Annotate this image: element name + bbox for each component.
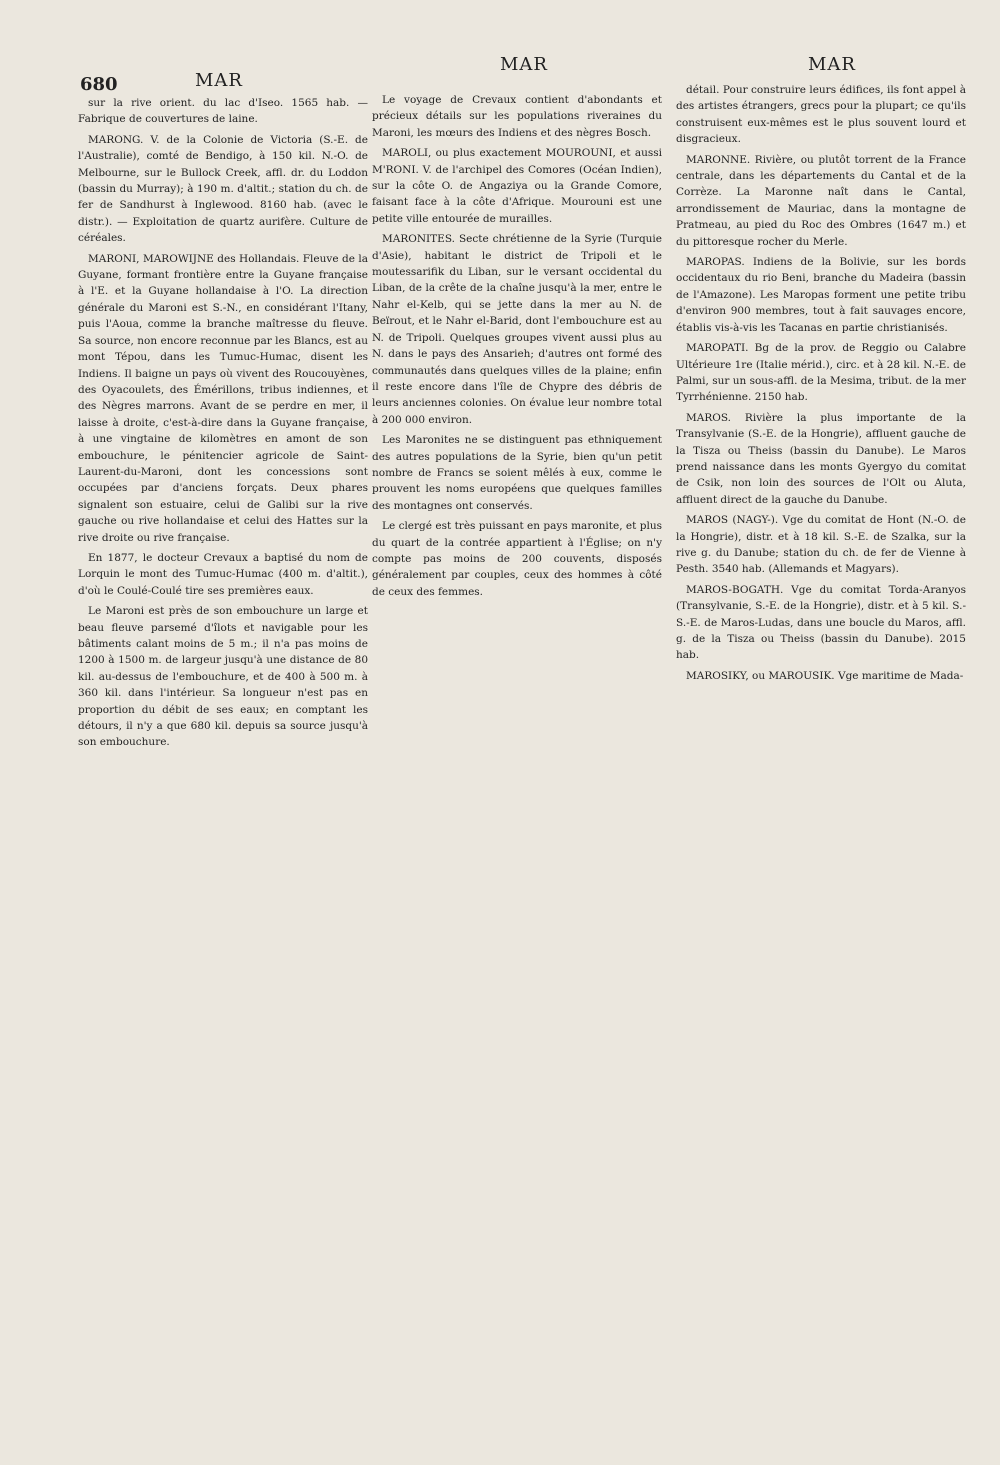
entry-paragraph: MARONI, MAROWIJNE des Hollandais. Fleuve de la Guyane, formant frontière entre la Guyane française à l'E. et la Guyane hollandaise à l'O. La direction générale du Maroni est S.-N., en considérant l'Itany, puis l'Aoua, comme la branche maîtresse du fleuve. Sa source, non encore reconnue par les Blancs, est au mont Tépou, dans les Tumuc-Humac, disent les Indiens. Il baigne un pays où vivent des Roucouyènes, des Oyacoulets, des Émérillons, tribus indiennes, et des Nègres marrons. Avant de se perdre en mer, il laisse à droite, c'est-à-dire dans la Guyane française, à une vingtaine de kilomètres en amont de son embouchure, le pénitencier agricole de Saint-Laurent-du-Maroni, dont les concessions sont occupées par d'anciens forçats. Deux phares signalent son estuaire, celui de Galibi sur la rive gauche ou rive hollandaise et celui des Hattes sur la rive droite ou rive française. [78, 252, 368, 544]
page-number: 680 [80, 74, 118, 95]
entry-paragraph: MAROS. Rivière la plus importante de la Transylvanie (S.-E. de la Hongrie), affluent gauche de la Tisza ou Theiss (bassin du Danube). Le Maros prend naissance dans les monts Gyergyo du comitat de Csik, non loin des sources de l'Olt ou Aluta, affluent direct de la gauche du Danube. [676, 411, 966, 506]
running-head-right: MAR [808, 54, 856, 75]
entry-paragraph: sur la rive orient. du lac d'Iseo. 1565 hab. — Fabrique de couvertures de laine. [78, 97, 368, 126]
entry-paragraph: MAROPAS. Indiens de la Bolivie, sur les bords occidentaux du rio Beni, branche du Madeira (bassin de l'Amazone). Les Maropas forment une petite tribu d'environ 900 membres, tout à fait sauvages encore, établis vis-à-vis les Tacanas en partie christianisés. [676, 256, 966, 334]
text-column-1 [78, 95, 368, 755]
entry-paragraph: MARONG. V. de la Colonie de Victoria (S.-E. de l'Australie), comté de Bendigo, à 150 kil. N.-O. de Melbourne, sur le Bullock Creek, affl. dr. du Loddon (bassin du Murray); à 190 m. d'altit.; station du ch. de fer de Sandhurst à Inglewood. 8160 hab. (avec le distr.). — Exploitation de quartz aurifère. Culture de céréales. [78, 133, 368, 245]
running-head-left: MAR [195, 70, 243, 91]
entry-paragraph: Les Maronites ne se distinguent pas ethniquement des autres populations de la Syrie, bien qu'un petit nombre de Francs se soient mêlés à eux, comme le prouvent les noms européens que quelques familles des montagnes ont conservés. [372, 434, 662, 512]
entry-paragraph: MARONITES. Secte chrétienne de la Syrie (Turquie d'Asie), habitant le district de Tripoli et le moutessarifik du Liban, sur le versant occidental du Liban, de la crête de la chaîne jusqu'à la mer, entre le Nahr el-Kelb, qui se jette dans la mer au N. de Beïrout, et le Nahr el-Barid, dont l'embouchure est au N. de Tripoli. Quelques groupes vivent aussi plus au N. dans le pays des Ansarieh; d'autres ont formé des communautés dans quelques villes de la plaine; enfin il reste encore dans l'île de Chypre des débris de leurs anciennes colonies. On évalue leur nombre total à 200 000 environ. [372, 233, 662, 426]
entry-paragraph: MAROSIKY, ou MAROUSIK. Vge maritime de Mada- [686, 669, 964, 682]
text-column-2 [372, 92, 662, 604]
entry-paragraph: MAROLI, ou plus exactement MOUROUNI, et aussi M'RONI. V. de l'archipel des Comores (Océan Indien), sur la côte O. de Angaziya ou la Grande Comore, faisant face à la côte d'Afrique. Mourouni est une petite ville entourée de murailles. [372, 147, 662, 225]
entry-paragraph: MAROPATI. Bg de la prov. de Reggio ou Calabre Ultérieure 1re (Italie mérid.), circ. et à 28 kil. N.-E. de Palmi, sur un sous-affl. de la Mesima, tribut. de la mer Tyrrhénienne. 2150 hab. [676, 342, 966, 404]
entry-paragraph: MAROS-BOGATH. Vge du comitat Torda-Aranyos (Transylvanie, S.-E. de la Hongrie), distr. et à 5 kil. S.-S.-E. de Maros-Ludas, dans une boucle du Maros, affl. g. de la Tisza ou Theiss (bassin du Danube). 2015 hab. [676, 583, 966, 662]
entry-paragraph: Le voyage de Crevaux contient d'abondants et précieux détails sur les populations riveraines du Maroni, les mœurs des Indiens et des nègres Bosch. [372, 94, 662, 139]
entry-paragraph: détail. Pour construire leurs édifices, ils font appel à des artistes étrangers, grecs pour la plupart; ce qu'ils construisent eux-mêmes est le plus souvent lourd et disgracieux. [676, 84, 966, 146]
running-head-center: MAR [500, 54, 548, 75]
text-column-3 [676, 82, 966, 688]
entry-paragraph: MAROS (NAGY-). Vge du comitat de Hont (N.-O. de la Hongrie), distr. et à 18 kil. S.-E. de Szalka, sur la rive g. du Danube; station du ch. de fer de Vienne à Pesth. 3540 hab. (Allemands et Magyars). [676, 514, 966, 576]
entry-paragraph: Le clergé est très puissant en pays maronite, et plus du quart de la contrée appartient à l'Église; on n'y compte pas moins de 200 couvents, disposés généralement par couples, ceux des hommes à côté de ceux des femmes. [372, 520, 662, 598]
entry-paragraph: MARONNE. Rivière, ou plutôt torrent de la France centrale, dans les départements du Cantal et de la Corrèze. La Maronne naît dans le Cantal, arrondissement de Mauriac, dans la montagne de Pratmeau, au pied du Roc des Ombres (1647 m.) et du pittoresque rocher du Merle. [676, 153, 966, 248]
entry-paragraph: Le Maroni est près de son embouchure un large et beau fleuve parsemé d'îlots et navigable pour les bâtiments calant moins de 5 m.; il n'a pas moins de 1200 à 1500 m. de largeur jusqu'à une distance de 80 kil. au-dessus de l'embouchure, et de 400 à 500 m. à 360 kil. dans l'intérieur. Sa longueur n'est pas en proportion du débit de ses eaux; en comptant les détours, il n'y a que 680 kil. depuis sa source jusqu'à son embouchure. [78, 605, 368, 749]
entry-paragraph: En 1877, le docteur Crevaux a baptisé du nom de Lorquin le mont des Tumuc-Humac (400 m. d'altit.), d'où le Coulé-Coulé tire ses premières eaux. [78, 551, 368, 597]
